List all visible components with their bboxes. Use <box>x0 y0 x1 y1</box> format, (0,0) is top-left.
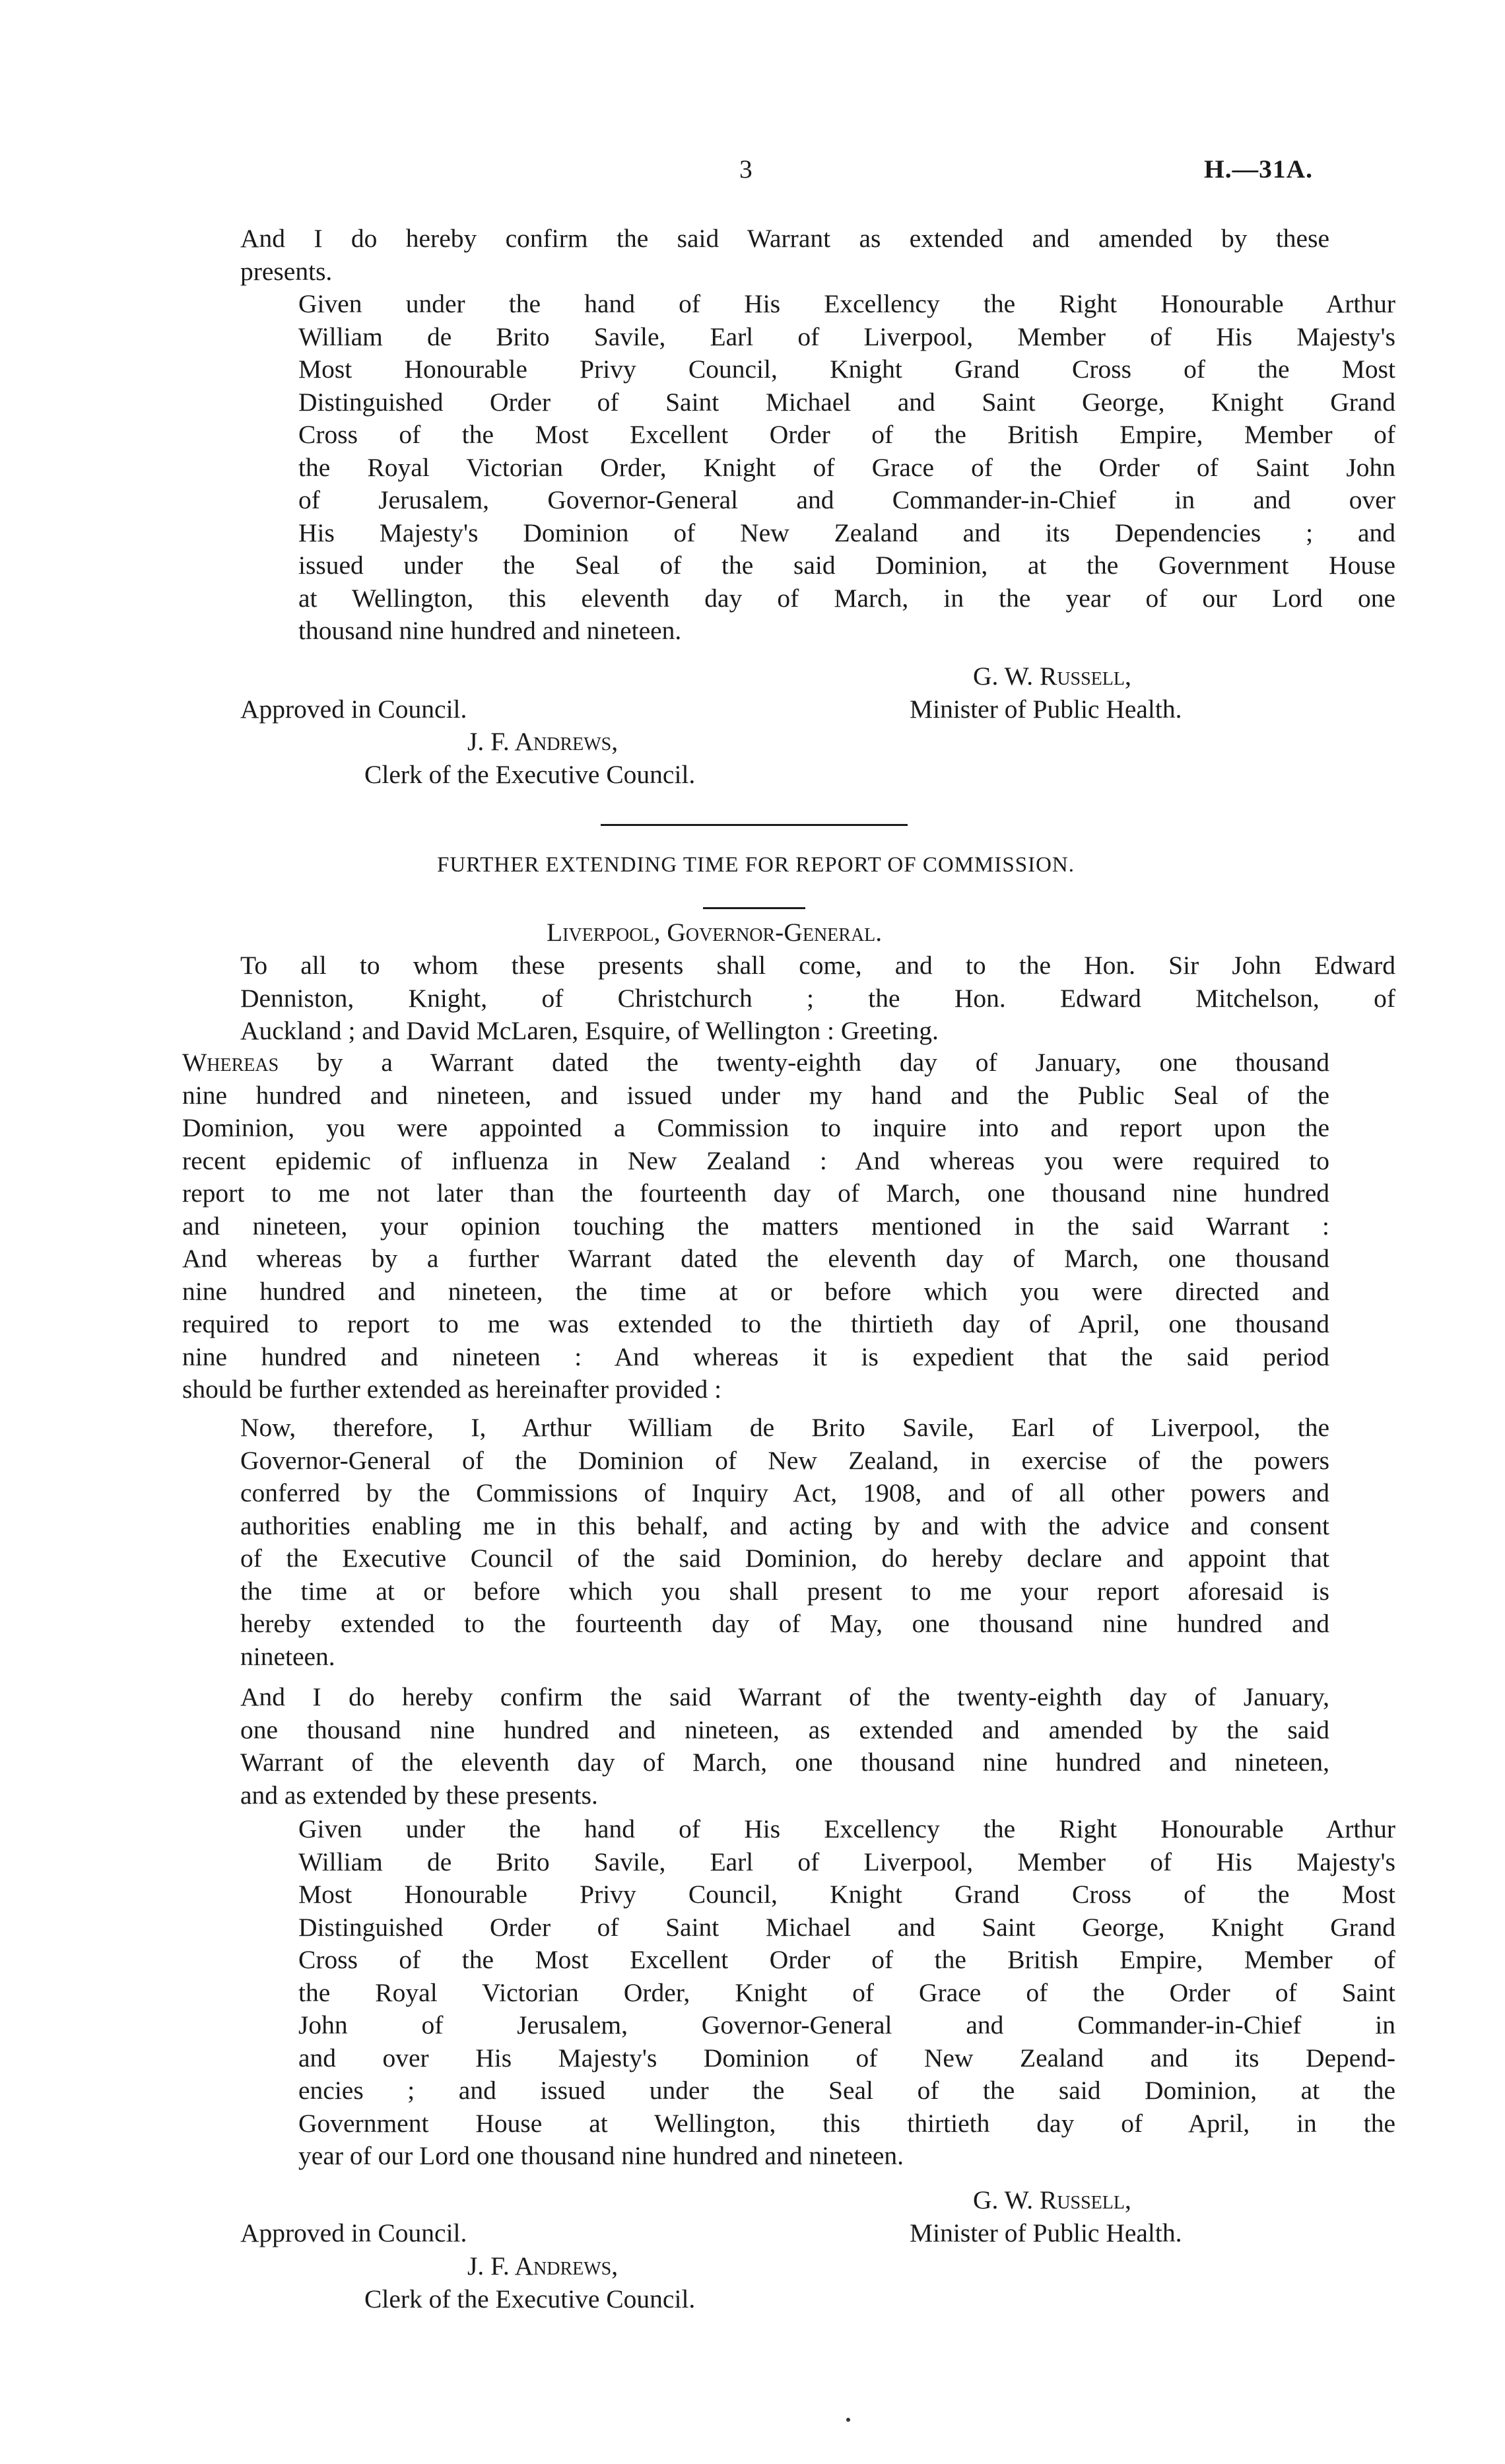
whereas-paragraph <box>182 1046 1329 1406</box>
address-line: Denniston, Knight, of Christchurch ; the Hon. Edward Mitchelson, of <box>240 983 1395 1013</box>
whereas-line-text: by a Warrant dated the twenty-eighth day of January, one thousand <box>279 1048 1329 1077</box>
given-1-line: Distinguished Order of Saint Michael and Saint George, Knight Grand <box>298 387 1395 417</box>
now-therefore-line: the time at or before which you shall present to me your report aforesaid is <box>240 1576 1329 1606</box>
now-therefore-paragraph <box>182 1412 1329 1673</box>
confirm-2-line: Warrant of the eleventh day of March, one thousand nine hundred and nineteen, <box>240 1748 1329 1777</box>
governor-general-signature: Liverpool, Governor-General. <box>547 918 883 947</box>
minister-title-2: Minister of Public Health. <box>910 2218 1182 2247</box>
clerk-title-1: Clerk of the Executive Council. <box>364 760 696 789</box>
given-2-line: and over His Majesty's Dominion of New Zealand and its Depend- <box>298 2043 1395 2072</box>
confirm-1-line: presents. <box>240 256 333 286</box>
given-1-line: issued under the Seal of the said Dominion, at the Government House <box>298 551 1395 580</box>
clerk-signature-2: J. F. Andrews, <box>467 2251 619 2280</box>
now-therefore-line: conferred by the Commissions of Inquiry Act, 1908, and of all other powers and <box>240 1478 1329 1507</box>
clerk-title-2: Clerk of the Executive Council. <box>364 2284 696 2313</box>
whereas-lead-word: Whereas <box>182 1048 279 1077</box>
whereas-line: recent epidemic of influenza in New Zealand : And whereas you were required to <box>182 1146 1329 1175</box>
given-2-line: Cross of the Most Excellent Order of the British Empire, Member of <box>298 1945 1395 1974</box>
approved-in-council-1: Approved in Council. <box>240 695 467 724</box>
confirm-1-line: And I do hereby confirm the said Warrant as extended and amended by these <box>240 224 1329 253</box>
whereas-line: And whereas by a further Warrant dated the eleventh day of March, one thousand <box>182 1244 1329 1273</box>
given-2-line: Given under the hand of His Excellency the Right Honourable Arthur <box>298 1814 1395 1843</box>
whereas-line: required to report to me was extended to the thirtieth day of April, one thousand <box>182 1309 1329 1338</box>
clerk-signature-1: J. F. Andrews, <box>467 727 619 756</box>
whereas-line: should be further extended as hereinafter provided : <box>182 1375 722 1404</box>
given-2-line: the Royal Victorian Order, Knight of Grace of the Order of Saint <box>298 1977 1395 2007</box>
whereas-line: nine hundred and nineteen : And whereas it is expedient that the said period <box>182 1342 1329 1371</box>
now-therefore-line: Governor-General of the Dominion of New Zealand, in exercise of the powers <box>240 1445 1329 1475</box>
given-2-line: John of Jerusalem, Governor-General and Commander-in-Chief in <box>298 2010 1395 2039</box>
confirm-paragraph-1 <box>182 222 1329 288</box>
given-1-line: thousand nine hundred and nineteen. <box>298 616 682 645</box>
heading-underline-rule <box>703 907 805 909</box>
approved-in-council-2: Approved in Council. <box>240 2218 467 2247</box>
given-under-paragraph-2 <box>298 1813 1395 2173</box>
given-2-line: Most Honourable Privy Council, Knight Grand Cross of the Most <box>298 1880 1395 1909</box>
confirm-2-line: and as extended by these presents. <box>240 1780 598 1810</box>
whereas-line: nine hundred and nineteen, the time at or before which you were directed and <box>182 1276 1329 1306</box>
given-2-line: William de Brito Savile, Earl of Liverpool, Member of His Majesty's <box>298 1847 1395 1876</box>
confirm-2-line: one thousand nine hundred and nineteen, as extended and amended by the said <box>240 1715 1329 1744</box>
given-1-line: at Wellington, this eleventh day of March, in the year of our Lord one <box>298 583 1395 613</box>
whereas-line: report to me not later than the fourteenth day of March, one thousand nine hundred <box>182 1179 1329 1208</box>
given-2-line: Government House at Wellington, this thirtieth day of April, in the <box>298 2108 1395 2138</box>
given-1-line: of Jerusalem, Governor-General and Commander-in-Chief in and over <box>298 485 1395 514</box>
address-line: Auckland ; and David McLaren, Esquire, of Wellington : Greeting. <box>240 1016 939 1045</box>
section-heading: FURTHER EXTENDING TIME FOR REPORT OF COMMISSION. <box>437 853 1075 877</box>
given-1-line: Most Honourable Privy Council, Knight Grand Cross of the Most <box>298 355 1395 384</box>
whereas-line: Dominion, you were appointed a Commission to inquire into and report upon the <box>182 1113 1329 1142</box>
given-1-line: His Majesty's Dominion of New Zealand and its Dependencies ; and <box>298 518 1395 547</box>
given-1-line: Given under the hand of His Excellency the Right Honourable Arthur <box>298 289 1395 318</box>
now-therefore-line: Now, therefore, I, Arthur William de Brito Savile, Earl of Liverpool, the <box>240 1413 1329 1442</box>
now-therefore-line: nineteen. <box>240 1641 335 1671</box>
given-1-line: William de Brito Savile, Earl of Liverpool, Member of His Majesty's <box>298 322 1395 351</box>
given-under-paragraph-1 <box>298 288 1395 648</box>
given-2-line: year of our Lord one thousand nine hundred and nineteen. <box>298 2141 904 2170</box>
page-speck <box>846 2418 850 2422</box>
address-paragraph <box>240 949 1395 1048</box>
page-number: 3 <box>739 154 752 184</box>
now-therefore-line: hereby extended to the fourteenth day of May, one thousand nine hundred and <box>240 1609 1329 1638</box>
whereas-line: nine hundred and nineteen, and issued under my hand and the Public Seal of the <box>182 1080 1329 1110</box>
document-reference: H.—31A. <box>1204 154 1313 184</box>
minister-signature-1: G. W. Russell, <box>973 662 1131 691</box>
minister-signature-2: G. W. Russell, <box>973 2185 1131 2214</box>
whereas-line <box>182 1046 1329 1079</box>
given-1-line: the Royal Victorian Order, Knight of Grace of the Order of Saint John <box>298 452 1395 482</box>
given-1-line: Cross of the Most Excellent Order of the British Empire, Member of <box>298 420 1395 449</box>
now-therefore-line: authorities enabling me in this behalf, and acting by and with the advice and consent <box>240 1511 1329 1540</box>
confirm-paragraph-2 <box>182 1681 1329 1812</box>
now-therefore-line: of the Executive Council of the said Dominion, do hereby declare and appoint that <box>240 1544 1329 1573</box>
minister-title-1: Minister of Public Health. <box>910 695 1182 724</box>
confirm-2-line: And I do hereby confirm the said Warrant of the twenty-eighth day of January, <box>240 1682 1329 1711</box>
section-divider-rule <box>601 824 908 826</box>
given-2-line: encies ; and issued under the Seal of the said Dominion, at the <box>298 2076 1395 2105</box>
given-2-line: Distinguished Order of Saint Michael and Saint George, Knight Grand <box>298 1912 1395 1942</box>
address-line: To all to whom these presents shall come, and to the Hon. Sir John Edward <box>240 951 1395 980</box>
whereas-line: and nineteen, your opinion touching the matters mentioned in the said Warrant : <box>182 1211 1329 1241</box>
